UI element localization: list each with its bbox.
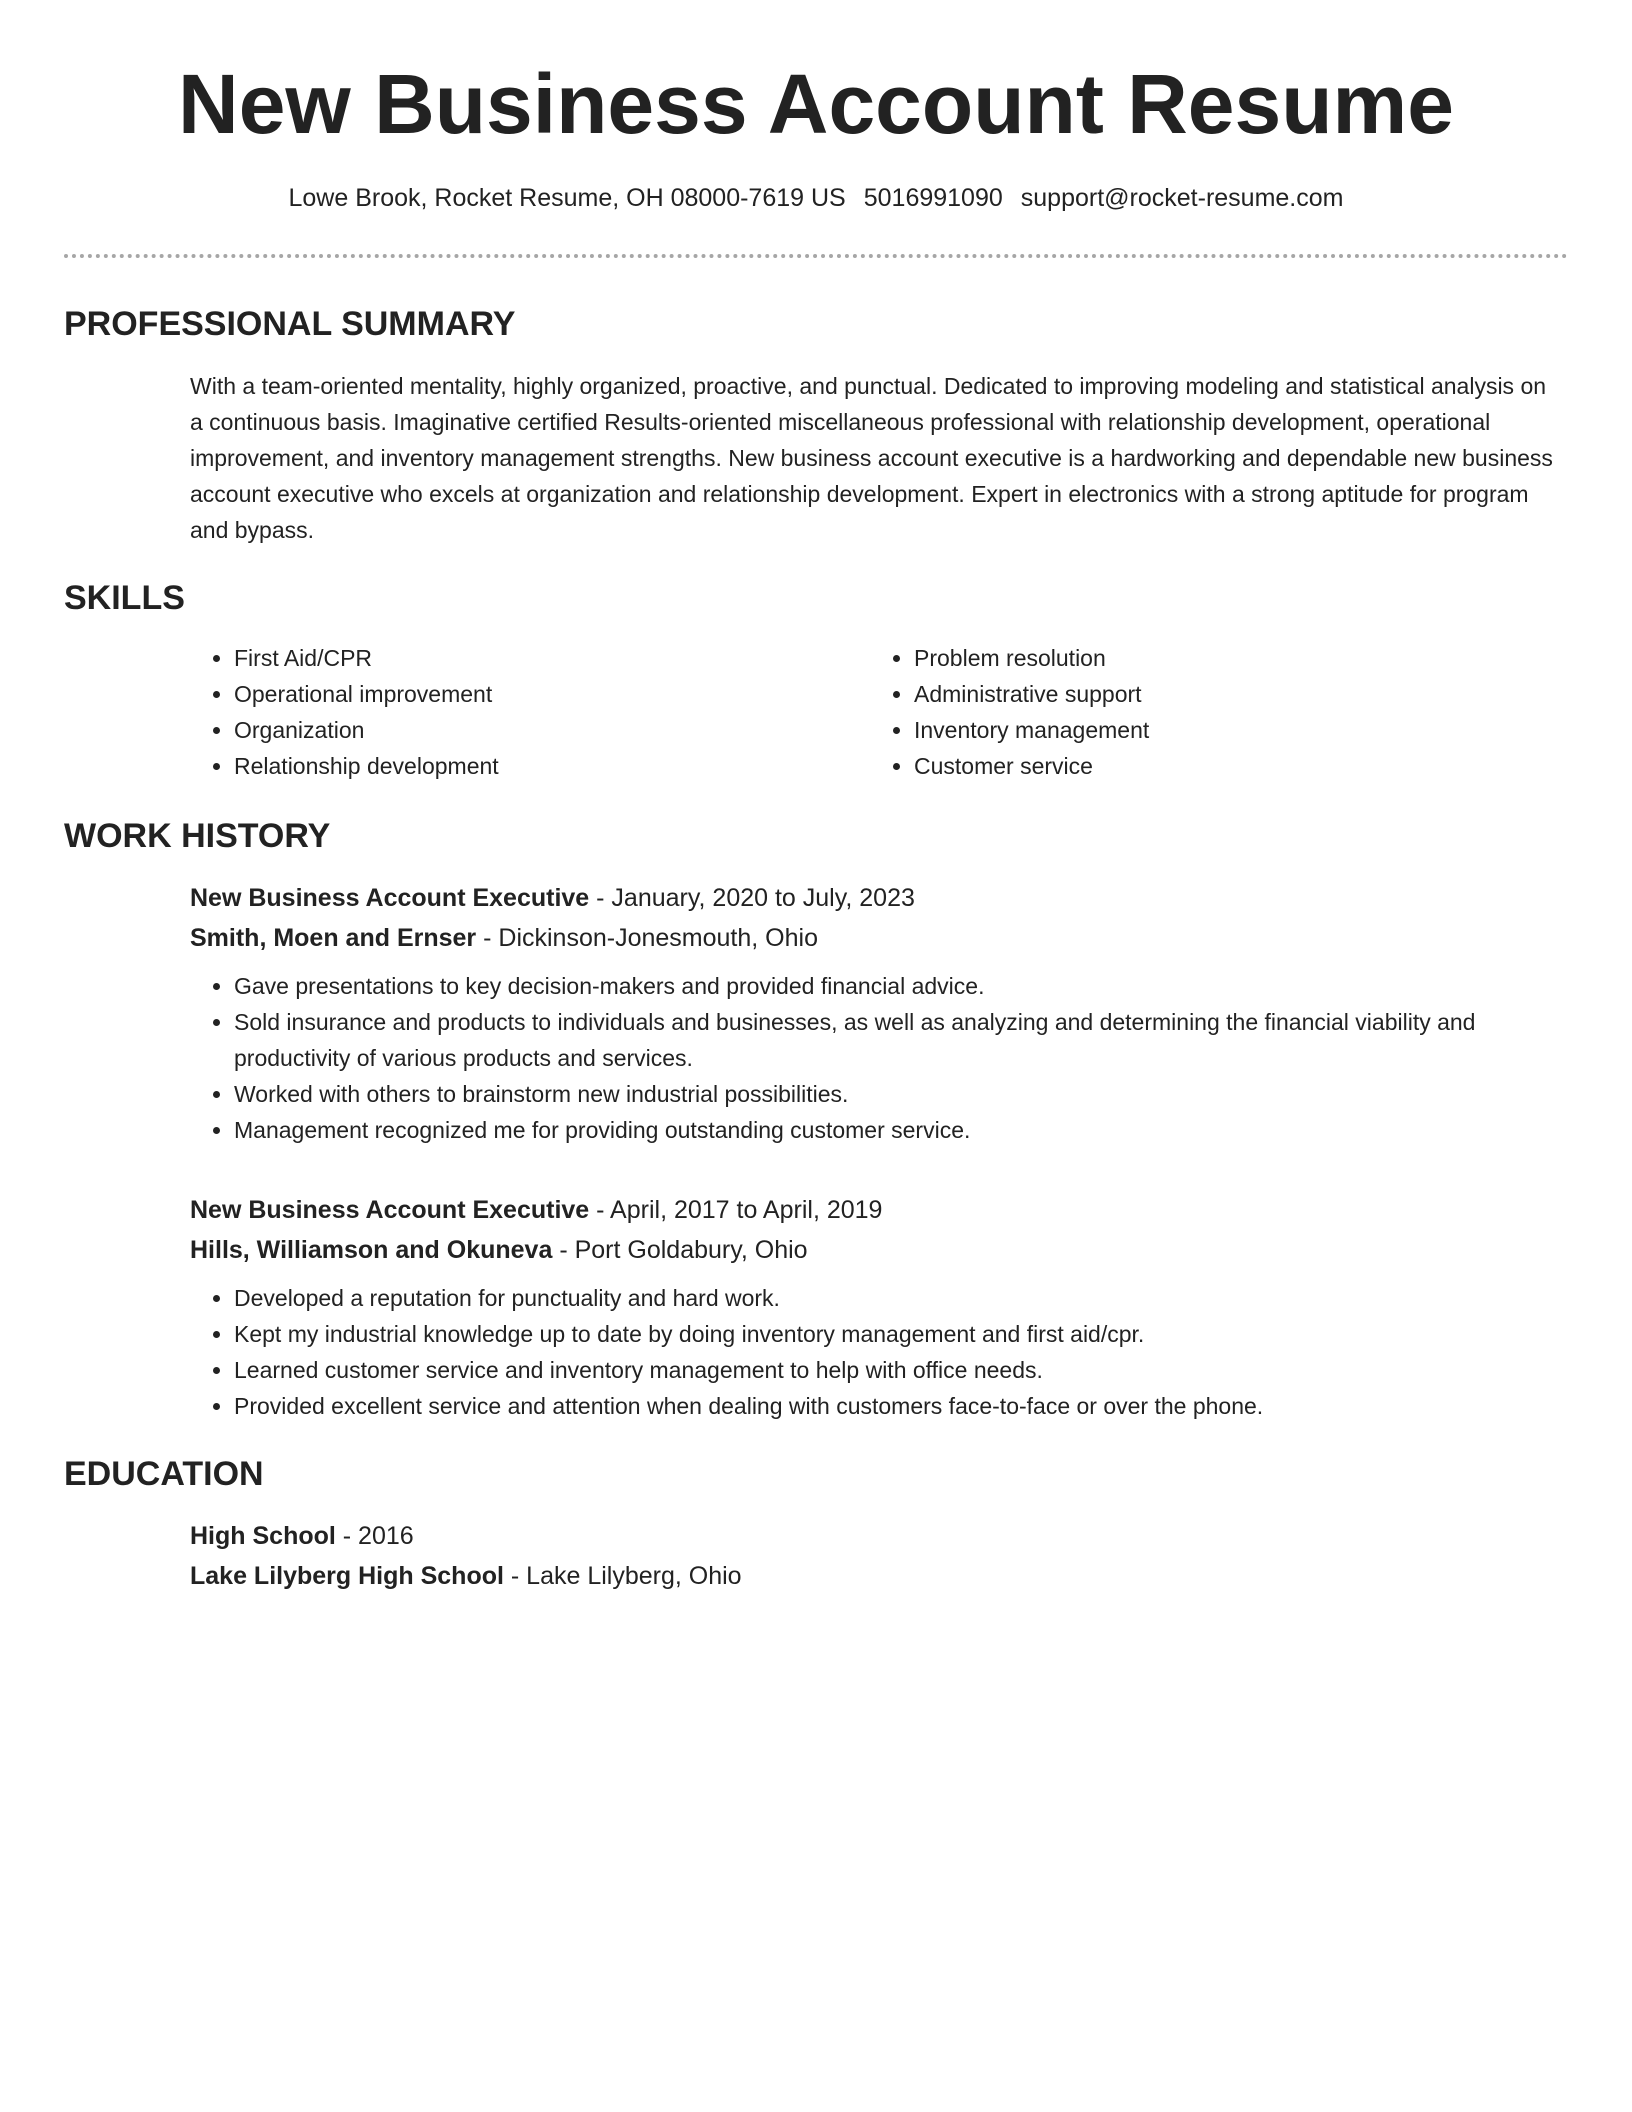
job-bullets xyxy=(190,968,1560,1148)
job-company-line xyxy=(190,1230,1560,1270)
job-bullet: • Gave presentations to key decision-makers and provided financial advice. xyxy=(234,968,1560,1004)
education-school-line xyxy=(190,1556,1560,1596)
work-heading: WORK HISTORY xyxy=(64,817,331,855)
education-heading: EDUCATION xyxy=(64,1455,264,1493)
job-company: Hills, Williamson and Okuneva xyxy=(190,1236,553,1264)
education-location: - Lake Lilyberg, Ohio xyxy=(503,1562,742,1590)
summary-heading: PROFESSIONAL SUMMARY xyxy=(64,305,516,343)
skill-item: • Organization xyxy=(234,712,870,748)
summary-text: With a team-oriented mentality, highly organized, proactive, and punctual. Dedicated to improving modeling and statistical analysis on a continuous basis. Imaginative certified Results-oriented miscellaneous professional with relationship development, operational improvement, and inventory management strengths. New business account executive is a hardworking and dependable new business account executive who excels at organization and relationship development. Expert in electronics with a strong aptitude for program and bypass. xyxy=(190,373,1553,543)
contact-address: Lowe Brook, Rocket Resume, OH 08000-7619 US xyxy=(288,184,846,212)
skill-item: • Problem resolution xyxy=(914,640,1550,676)
job-bullet: • Management recognized me for providing outstanding customer service. xyxy=(234,1112,1560,1148)
job-bullet: • Provided excellent service and attention when dealing with customers face-to-face or over the phone. xyxy=(234,1388,1560,1424)
skill-item: • Inventory management xyxy=(914,712,1550,748)
resume-title: New Business Account Resume xyxy=(178,57,1454,151)
job-entry xyxy=(190,1190,1560,1424)
skill-item: • First Aid/CPR xyxy=(234,640,870,676)
skills-list-right xyxy=(870,640,1550,784)
header-divider xyxy=(64,254,1568,258)
job-entry xyxy=(190,878,1560,1148)
skill-item: • Customer service xyxy=(914,748,1550,784)
education-year: - 2016 xyxy=(335,1522,414,1550)
job-bullets xyxy=(190,1280,1560,1424)
job-title: New Business Account Executive xyxy=(190,1196,590,1224)
job-location: - Port Goldabury, Ohio xyxy=(552,1236,808,1264)
contact-phone: 5016991090 xyxy=(863,184,1003,212)
job-bullet: • Learned customer service and inventory management to help with office needs. xyxy=(234,1352,1560,1388)
skills-list-left xyxy=(190,640,870,784)
contact-line xyxy=(64,182,1568,214)
job-title-line xyxy=(190,878,1560,918)
job-dates: - January, 2020 to July, 2023 xyxy=(589,884,915,912)
job-company: Smith, Moen and Ernser xyxy=(190,924,477,952)
skills-grid xyxy=(190,640,1560,784)
education-school: Lake Lilyberg High School xyxy=(190,1562,504,1590)
contact-email: support@rocket-resume.com xyxy=(1020,184,1344,212)
job-bullet: • Developed a reputation for punctuality and hard work. xyxy=(234,1280,1560,1316)
job-title-line xyxy=(190,1190,1560,1230)
job-bullet: • Worked with others to brainstorm new industrial possibilities. xyxy=(234,1076,1560,1112)
education-degree: High School xyxy=(190,1522,336,1550)
job-bullet: • Kept my industrial knowledge up to date by doing inventory management and first aid/cpr. xyxy=(234,1316,1560,1352)
skills-heading: SKILLS xyxy=(64,579,185,617)
skill-item: • Relationship development xyxy=(234,748,870,784)
education-entry xyxy=(190,1516,1560,1596)
skill-item: • Operational improvement xyxy=(234,676,870,712)
job-title: New Business Account Executive xyxy=(190,884,590,912)
education-degree-line xyxy=(190,1516,1560,1556)
job-dates: - April, 2017 to April, 2019 xyxy=(589,1196,883,1224)
resume-page xyxy=(64,0,1568,1596)
job-bullet: • Sold insurance and products to individuals and businesses, as well as analyzing and determining the financial viability and productivity of various products and services. xyxy=(234,1004,1560,1076)
job-location: - Dickinson-Jonesmouth, Ohio xyxy=(476,924,818,952)
job-company-line xyxy=(190,918,1560,958)
skill-item: • Administrative support xyxy=(914,676,1550,712)
